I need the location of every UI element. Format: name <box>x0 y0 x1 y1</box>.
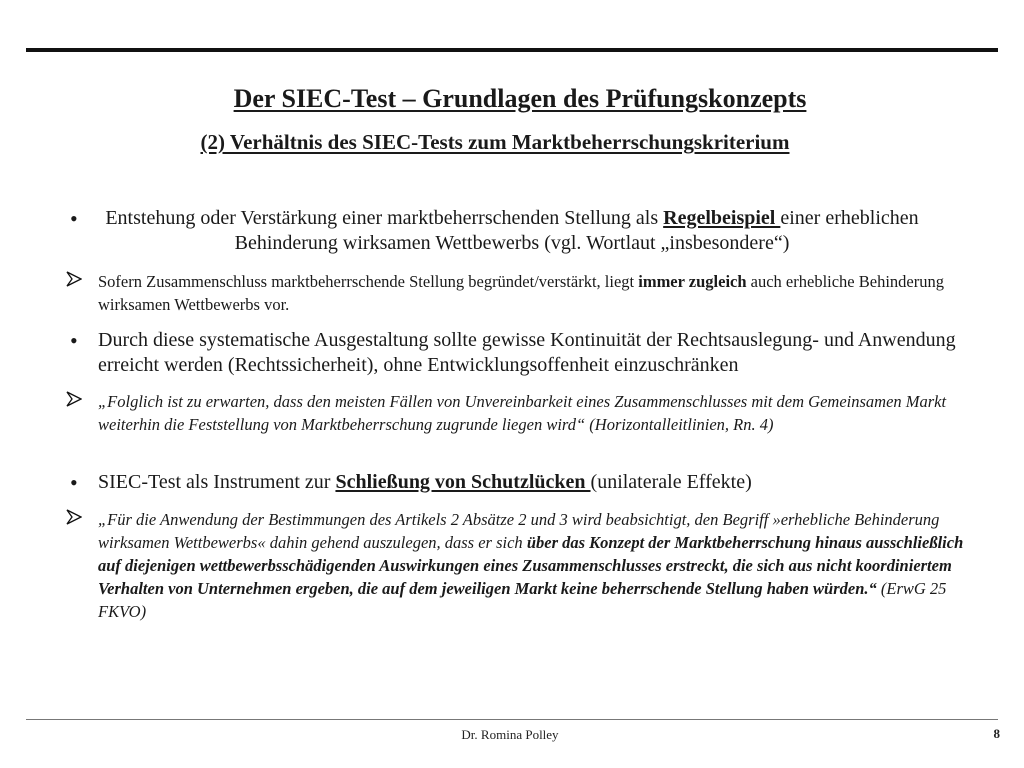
list-item-3 <box>62 328 962 380</box>
list-item-text: „Folglich ist zu erwarten, dass den meisten Fällen von Unvereinbarkeit eines Zusammenschlusses mit dem Gemeinsamen Markt weiterhin die Feststellung von Marktbeherrschung zugrunde liegen wird“ (Horizontalleitlinien, Rn. 4) <box>98 392 947 434</box>
emphasis-konzept: über das Konzept der Marktbeherrschung hinaus ausschließlich auf diejenigen wettbewerbsschädigenden Auswirkungen eines Zusammenschlusses erstreckt, die sich aus nicht koordiniertem Verhalten von Unternehmen ergeben, die auf dem jeweiligen Markt keine beherrschende Stellung haben würden.“ <box>98 533 964 598</box>
emphasis-schutzluecken: Schließung von Schutzlücken <box>335 471 591 493</box>
page-number: 8 <box>993 726 1000 741</box>
list-item-text: SIEC-Test als Instrument zur Schließung von Schutzlücken (unilaterale Effekte) <box>98 471 752 493</box>
bullet-dot-icon: • <box>70 470 78 495</box>
top-rule <box>26 48 998 52</box>
footer-author: Dr. Romina Polley <box>461 727 559 742</box>
arrow-bullet-icon <box>66 509 96 530</box>
slide-subtitle: (2) Verhältnis des SIEC-Tests zum Marktbeherrschungskriterium <box>200 130 790 154</box>
slide-title: Der SIEC-Test – Grundlagen des Prüfungskonzepts <box>233 84 807 113</box>
arrow-bullet-icon <box>66 271 96 292</box>
list-item-2 <box>62 270 962 318</box>
list-item-1 <box>62 206 962 258</box>
emphasis-immer-zugleich: immer zugleich <box>638 272 747 291</box>
arrow-bullet-icon <box>66 391 96 412</box>
list-item-4 <box>62 390 962 460</box>
bullet-dot-icon: • <box>70 328 78 353</box>
list-item-text: Durch diese systematische Ausgestaltung sollte gewisse Kontinuität der Rechtsauslegung- und Anwendung erreicht werden (Rechtssicherheit), ohne Entwicklungsoffenheit einzuschränken <box>98 329 956 376</box>
bottom-rule <box>26 719 998 720</box>
emphasis-regelbeispiel: Regelbeispiel <box>663 207 781 229</box>
list-item-text: Entstehung oder Verstärkung einer marktbeherrschenden Stellung als Regelbeispiel einer erheblichen Behinderung wirksamen Wettbewerbs (vgl. Wortlaut „insbesondere“) <box>105 207 919 254</box>
list-item-text: „Für die Anwendung der Bestimmungen des Artikels 2 Absätze 2 und 3 wird beabsichtigt, den Begriff »erhebliche Behinderung wirksamen Wettbewerbs« dahin gehend auszulegen, dass er sich über das Konzept der Marktbeherrschung hinaus ausschließlich auf diejenigen wettbewerbsschädigenden Auswirkungen eines Zusammenschlusses erstreckt, die sich aus nicht koordiniertem Verhalten von Unternehmen ergeben, die auf dem jeweiligen Markt keine beherrschende Stellung haben würden.“ (ErwG 25 FKVO) <box>98 510 964 621</box>
bullet-dot-icon: • <box>70 206 78 231</box>
list-item-6 <box>62 508 962 628</box>
list-item-5 <box>62 470 962 496</box>
list-item-text: Sofern Zusammenschluss marktbeherrschende Stellung begründet/verstärkt, liegt immer zugleich auch erhebliche Behinderung wirksamen Wettbewerbs vor. <box>98 272 944 314</box>
